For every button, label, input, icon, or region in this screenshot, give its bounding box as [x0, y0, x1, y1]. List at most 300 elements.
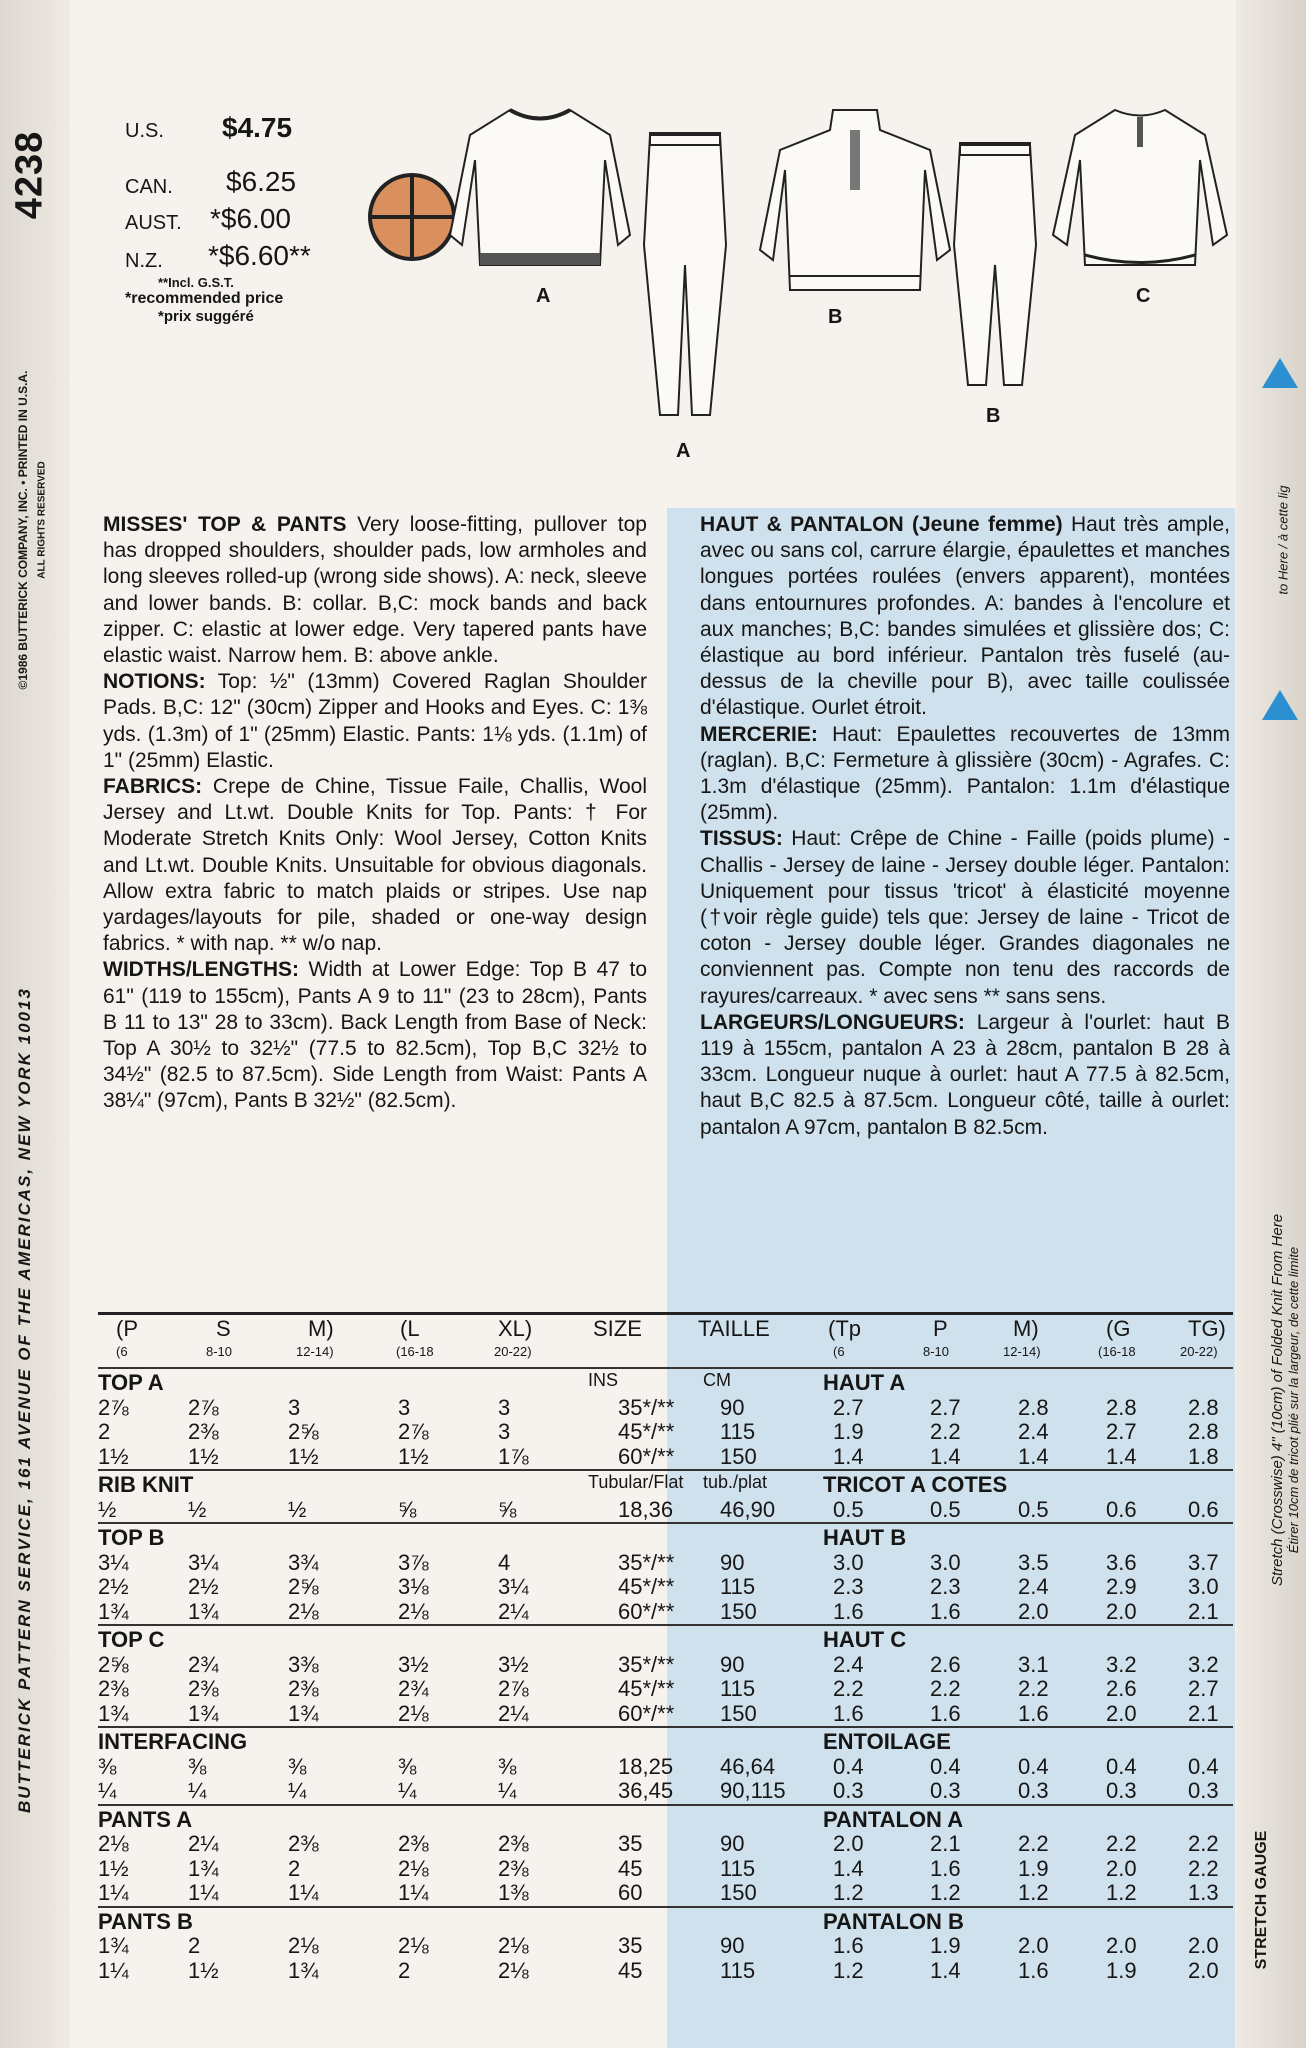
- section-name: RIB KNIT: [98, 1472, 194, 1497]
- cell-meters: 3.0: [1188, 1574, 1219, 1599]
- section-fr-name: ENTOILAGE: [823, 1729, 951, 1754]
- fr-col-p: P: [933, 1316, 948, 1341]
- cell-meters: 1.4: [1018, 1443, 1049, 1469]
- cell-meters: 1.6: [833, 1700, 864, 1726]
- cell-meters: 2.0: [1188, 1933, 1219, 1958]
- cell-width-cm: 150: [720, 1443, 757, 1469]
- cell-yards: 2⅛: [498, 1957, 529, 1983]
- cell-meters: 2.0: [1106, 1700, 1137, 1726]
- cell-width-cm: 90: [720, 1831, 745, 1856]
- cell-meters: 1.3: [1188, 1880, 1219, 1905]
- fr-col-tg: TG): [1188, 1316, 1226, 1341]
- cell-width-ins: 18,36: [618, 1496, 674, 1522]
- cell-meters: 2.8: [1018, 1394, 1049, 1420]
- cell-meters: 2.0: [1106, 1598, 1137, 1624]
- size-label: SIZE: [593, 1316, 642, 1341]
- cell-meters: 2.7: [930, 1394, 961, 1420]
- cell-meters: 1.9: [833, 1419, 864, 1444]
- mercerie-label: MERCERIE:: [700, 722, 818, 746]
- cell-meters: 0.5: [833, 1496, 864, 1522]
- cell-width-cm: 90: [720, 1394, 745, 1420]
- english-title: MISSES' TOP & PANTS: [103, 513, 347, 536]
- cell-yards: ¼: [498, 1778, 517, 1803]
- cell-meters: 3.7: [1188, 1549, 1219, 1575]
- cell-yards: 3¼: [98, 1549, 129, 1575]
- section-header-row: [98, 1807, 1233, 1832]
- table-row: [98, 1574, 1233, 1599]
- label-top-b: B: [828, 306, 843, 328]
- size-sub-m: 12-14): [296, 1344, 334, 1359]
- cell-yards: 1¾: [188, 1855, 219, 1881]
- cell-yards: 2⅜: [498, 1831, 529, 1856]
- cell-meters: 0.3: [1106, 1778, 1137, 1803]
- fr-sub-tp: (6: [833, 1344, 845, 1359]
- section-header-row: [98, 1472, 1233, 1497]
- cell-width-cm: 115: [720, 1574, 756, 1599]
- gauge-instructions: [1269, 1050, 1301, 1750]
- cell-yards: 1¾: [188, 1700, 219, 1726]
- cell-yards: 1½: [288, 1443, 319, 1469]
- cell-meters: 1.9: [1018, 1855, 1049, 1881]
- price-value-can: $6.25: [226, 166, 297, 197]
- cell-yards: 2⅞: [188, 1394, 219, 1420]
- section-header-row: [98, 1729, 1233, 1754]
- section-header-row: [98, 1525, 1233, 1550]
- cell-meters: 0.3: [833, 1778, 864, 1803]
- cell-yards: 3½: [398, 1651, 429, 1677]
- size-col-l: (L: [400, 1316, 420, 1341]
- section-divider-line: [98, 1367, 1233, 1369]
- cell-yards: 1¼: [288, 1880, 319, 1905]
- cell-yards: 1⅜: [498, 1880, 529, 1905]
- cell-meters: 2.2: [1018, 1676, 1049, 1701]
- cell-meters: 2.0: [1018, 1598, 1049, 1624]
- cell-meters: 1.4: [1106, 1443, 1137, 1469]
- table-row: [98, 1754, 1233, 1779]
- fabrics-label: FABRICS:: [103, 775, 203, 799]
- section-header-row: [98, 1370, 1233, 1395]
- cell-meters: 2.0: [1188, 1957, 1219, 1983]
- cell-yards: 2: [98, 1419, 111, 1444]
- size-col-m: M): [308, 1316, 334, 1341]
- table-row: [98, 1958, 1233, 1983]
- cell-yards: 1¼: [98, 1957, 129, 1983]
- cell-yards: 1½: [98, 1443, 129, 1469]
- cell-width-cm: 115: [720, 1957, 756, 1983]
- cell-yards: 2¼: [188, 1831, 219, 1856]
- english-description-text: Very loose-fitting, pullover top has dropped shoulders, shoulder pads, low armholes and long sleeves rolled-up (wrong side shows). A: neck, sleeve and lower bands. B: collar. B,C: mock bands and back zipper. C: elastic at lower edge. Very tapered pants have elastic waist. Narrow hem. B: above ankle.: [103, 513, 647, 668]
- section-fr-name: HAUT A: [823, 1370, 906, 1395]
- spine-address: BUTTERICK PATTERN SERVICE, 161 AVENUE OF THE AMERICAS, NEW YORK 10013: [15, 987, 34, 1813]
- section-fr-name: HAUT B: [823, 1525, 907, 1550]
- cell-meters: 2.9: [1106, 1574, 1137, 1599]
- section-name: TOP B: [98, 1525, 165, 1550]
- cell-yards: 3¼: [498, 1574, 529, 1599]
- fabrics-text: Crepe de Chine, Tissue Faile, Challis, Wool Jersey and Lt.wt. Double Knits for Top. Pants: † For Moderate Stretch Knits Only: Wool Jersey, Cotton Knits and Lt.wt. Double Knits. Unsuitable for obvious diagonals. Allow extra fabric to match plaids or stripes. Use nap yardages/layouts for pile, shaded or one-way design fabrics. * with nap. ** w/o nap.: [103, 775, 647, 956]
- cell-yards: ⅜: [188, 1753, 207, 1779]
- cell-width-ins: 45*/**: [618, 1676, 675, 1701]
- cell-meters: 1.2: [833, 1957, 864, 1983]
- table-row: [98, 1856, 1233, 1881]
- cell-width-ins: 45: [618, 1957, 643, 1983]
- cell-meters: 2.2: [930, 1676, 961, 1701]
- cell-width-cm: 90: [720, 1933, 745, 1958]
- cell-yards: 3: [398, 1394, 411, 1420]
- section-name: INTERFACING: [98, 1729, 248, 1754]
- label-pants-a: A: [676, 440, 691, 462]
- cell-meters: 1.2: [1018, 1880, 1049, 1905]
- widths-text: Width at Lower Edge: Top B 47 to 61" (119 to 155cm), Pants A 9 to 11" (23 to 28cm), Pants B 11 to 13" 28 to 33cm). Back Length from Base of Neck: Top A 30½ to 32½" (77.5 to 82.5cm), Top B,C 32½ to 34½" (82.5 to 87.5cm). Side Length from Waist: Pants A 38¼" (97cm), Pants B 32½" (82.5cm).: [103, 958, 648, 1113]
- cell-yards: 2⅜: [288, 1676, 319, 1701]
- fr-sub-g: (16-18: [1098, 1344, 1136, 1359]
- cell-yards: 2½: [98, 1574, 129, 1599]
- cell-yards: 3: [498, 1419, 511, 1444]
- cell-yards: 2⅜: [98, 1676, 129, 1701]
- cell-yards: ⅜: [288, 1753, 307, 1779]
- gauge-arrow-mid-icon: [1262, 690, 1298, 720]
- cell-meters: 0.3: [1188, 1778, 1219, 1803]
- cell-yards: ⅜: [498, 1753, 517, 1779]
- gauge-text-fr: Étirer 10cm de tricot plié sur la largeur, de cette limite: [1286, 1246, 1301, 1554]
- cell-meters: 1.2: [930, 1880, 961, 1905]
- cell-yards: 3⅛: [398, 1574, 429, 1599]
- table-row: [98, 1933, 1233, 1958]
- cell-yards: ½: [188, 1496, 207, 1522]
- cell-yards: 1½: [398, 1443, 429, 1469]
- price-value-aust: *$6.00: [210, 203, 291, 234]
- label-top-c: C: [1136, 285, 1151, 307]
- cell-width-cm: 90,115: [720, 1778, 786, 1803]
- table-row: [98, 1444, 1233, 1469]
- cell-yards: ¼: [398, 1778, 417, 1803]
- section-fr-name: HAUT C: [823, 1627, 907, 1652]
- price-note-recommended: *recommended price: [125, 290, 284, 307]
- french-description-text: Haut très ample, avec ou sans col, carrure élargie, épaulettes et manches longues portées roulées (envers apparent), montées dans entournures profondes. A: bandes à l'encolure et aux manches; B,C: bandes simulées et glissière dos; C: élastique au bord inférieur. Pantalon très fuselé (au-dessus de la cheville pour B), avec taille coulissée d'élastique. Ourlet étroit.: [700, 513, 1230, 720]
- cell-yards: 2¾: [188, 1651, 219, 1677]
- cell-yards: 4: [498, 1549, 511, 1575]
- cell-width-cm: 150: [720, 1880, 757, 1905]
- cell-width-ins: 35: [618, 1831, 643, 1856]
- cell-width-ins: 18,25: [618, 1753, 674, 1779]
- price-label-aust: AUST.: [125, 212, 182, 234]
- cell-meters: 3.1: [1018, 1651, 1049, 1677]
- cell-meters: 1.6: [930, 1700, 961, 1726]
- cell-meters: 2.7: [833, 1394, 864, 1420]
- cell-yards: 3½: [498, 1651, 529, 1677]
- cell-yards: 2¾: [398, 1676, 429, 1701]
- cell-meters: 2.4: [833, 1651, 864, 1677]
- section-name: PANTS A: [98, 1806, 193, 1832]
- cell-yards: 1¾: [288, 1957, 319, 1983]
- cell-yards: ⅝: [498, 1496, 517, 1522]
- cell-yards: 1¼: [188, 1880, 219, 1905]
- cell-yards: 1¾: [98, 1700, 129, 1726]
- widths-label: WIDTHS/LENGTHS:: [103, 958, 299, 982]
- cell-yards: ½: [98, 1496, 117, 1522]
- cell-meters: 2.4: [1018, 1574, 1049, 1599]
- yardage-table: [98, 1316, 1233, 1982]
- section-divider-line: [98, 1804, 1233, 1806]
- cell-meters: 0.4: [930, 1753, 961, 1779]
- fr-col-tp: (Tp: [828, 1316, 861, 1341]
- cell-meters: 2.0: [1018, 1933, 1049, 1958]
- cell-meters: 2.4: [1018, 1419, 1049, 1444]
- cell-yards: ⅜: [398, 1753, 417, 1779]
- size-header-row: [98, 1316, 1233, 1344]
- cell-yards: 1½: [98, 1855, 129, 1881]
- price-value-us: $4.75: [222, 112, 293, 143]
- cell-yards: ⅝: [398, 1496, 417, 1522]
- price-label-us: U.S.: [125, 120, 164, 142]
- cell-meters: 2.3: [833, 1574, 864, 1599]
- cell-meters: 1.9: [930, 1933, 961, 1958]
- cell-yards: 3: [498, 1394, 511, 1420]
- cell-yards: ⅜: [98, 1753, 117, 1779]
- label-pants-b: B: [986, 405, 1001, 427]
- cell-width-cm: 90: [720, 1549, 745, 1575]
- cell-meters: 2.1: [1188, 1598, 1219, 1624]
- cell-yards: 2⅛: [398, 1933, 429, 1958]
- section-divider-line: [98, 1469, 1233, 1471]
- cell-width-cm: 90: [720, 1651, 745, 1677]
- cell-meters: 0.6: [1106, 1496, 1137, 1522]
- cell-yards: 3¾: [288, 1549, 319, 1575]
- top-b-sketch: [755, 100, 955, 300]
- cell-meters: 2.6: [1106, 1676, 1137, 1701]
- cell-width-cm: 150: [720, 1598, 757, 1624]
- tissus-text: Haut: Crêpe de Chine - Faille (poids plume) - Challis - Jersey de laine - Jersey double léger. Pantalon: Uniquement pour tissus 'tricot' à élasticité moyenne (†voir règle guide) tels que: Jersey de laine - Tricot de coton - Jersey double léger. Grandes diagonales ne conviennent pas. Compte non tenu des raccords de rayures/carreaux. * avec sens ** sans sens.: [700, 827, 1230, 1008]
- cell-width-ins: 45*/**: [618, 1419, 675, 1444]
- table-row: [98, 1599, 1233, 1624]
- cell-meters: 2.8: [1188, 1394, 1219, 1420]
- cell-meters: 2.8: [1106, 1394, 1137, 1420]
- gauge-to-here-fr: à cette lig: [1275, 485, 1291, 542]
- cell-width-ins: 60*/**: [618, 1443, 675, 1469]
- section-fr-name: TRICOT A COTES: [823, 1472, 1008, 1497]
- cell-width-ins: 35*/**: [618, 1651, 675, 1677]
- table-row: [98, 1550, 1233, 1575]
- cell-yards: 2⅞: [98, 1394, 129, 1420]
- spine-copyright: ©1986 BUTTERICK COMPANY, INC. • PRINTED IN U.S.A.: [16, 370, 30, 690]
- notions-label: NOTIONS:: [103, 670, 206, 694]
- cell-yards: 2⅛: [398, 1700, 429, 1726]
- table-row: [98, 1831, 1233, 1856]
- cell-meters: 2.0: [1106, 1933, 1137, 1958]
- cell-yards: 1¾: [288, 1700, 319, 1726]
- section-cm-header: tub./plat: [703, 1472, 768, 1492]
- fr-sub-p: 8-10: [923, 1344, 950, 1359]
- cell-yards: 1½: [188, 1443, 219, 1469]
- section-ins-header: INS: [588, 1370, 619, 1390]
- gauge-to-here-en: to Here: [1275, 551, 1291, 595]
- cell-yards: 2⅜: [288, 1831, 319, 1856]
- size-col-s: S: [216, 1316, 231, 1341]
- table-row: [98, 1419, 1233, 1444]
- cell-meters: 1.9: [1106, 1957, 1137, 1983]
- cell-yards: 2⅝: [288, 1574, 319, 1599]
- cell-width-cm: 46,64: [720, 1753, 776, 1779]
- cell-width-ins: 60: [618, 1880, 643, 1905]
- pattern-number: 4238: [8, 130, 51, 220]
- section-name: PANTS B: [98, 1908, 193, 1934]
- cell-yards: 2¼: [498, 1598, 529, 1624]
- size-sub-p: (6: [116, 1344, 128, 1359]
- cell-yards: 2½: [188, 1574, 219, 1599]
- cell-yards: 2¼: [498, 1700, 529, 1726]
- cell-meters: 0.4: [833, 1753, 864, 1779]
- cell-yards: 1¾: [188, 1598, 219, 1624]
- cell-yards: 2: [398, 1957, 411, 1983]
- cell-meters: 0.6: [1188, 1496, 1219, 1522]
- cell-yards: 2⅛: [398, 1855, 429, 1881]
- cell-yards: ¼: [288, 1778, 307, 1803]
- table-row: [98, 1497, 1233, 1522]
- price-value-nz: *$6.60**: [208, 240, 311, 271]
- cell-yards: 1½: [188, 1957, 219, 1983]
- english-description: [103, 512, 647, 1115]
- cell-yards: 1¾: [98, 1598, 129, 1624]
- cell-meters: 2.0: [833, 1831, 864, 1856]
- cell-meters: 3.5: [1018, 1549, 1049, 1575]
- section-divider-line: [98, 1522, 1233, 1524]
- cell-yards: 3⅞: [398, 1549, 429, 1575]
- section-cm-header: CM: [703, 1370, 731, 1390]
- pants-b-sketch: [950, 135, 1040, 395]
- cell-meters: 1.2: [1106, 1880, 1137, 1905]
- fr-col-m: M): [1013, 1316, 1039, 1341]
- cell-meters: 2.8: [1188, 1419, 1219, 1444]
- size-col-xl: XL): [498, 1316, 533, 1341]
- top-a-sketch: [440, 95, 640, 270]
- cell-width-ins: 36,45: [618, 1778, 674, 1803]
- section-divider-line: [98, 1906, 1233, 1908]
- size-sub-s: 8-10: [206, 1344, 233, 1359]
- table-row: [98, 1676, 1233, 1701]
- cell-width-ins: 60*/**: [618, 1700, 675, 1726]
- cell-width-ins: 35: [618, 1933, 643, 1958]
- cell-yards: 1⅞: [498, 1443, 529, 1469]
- top-c-sketch: [1045, 95, 1235, 280]
- section-name: TOP A: [98, 1370, 164, 1395]
- cell-meters: 1.6: [833, 1933, 864, 1958]
- cell-meters: 0.4: [1018, 1753, 1049, 1779]
- cell-meters: 0.3: [930, 1778, 961, 1803]
- table-row: [98, 1652, 1233, 1677]
- cell-meters: 2.1: [930, 1831, 961, 1856]
- cell-yards: 2: [288, 1855, 301, 1881]
- cell-meters: 2.2: [1018, 1831, 1049, 1856]
- table-body: [98, 1366, 1233, 1982]
- cell-width-cm: 46,90: [720, 1496, 776, 1522]
- cell-meters: 1.6: [1018, 1700, 1049, 1726]
- cell-meters: 3.0: [833, 1549, 864, 1575]
- size-sub-xl: 20-22): [494, 1344, 532, 1359]
- gauge-text-en: Stretch (Crosswise) 4" (10cm) of Folded Knit From Here: [1269, 1213, 1286, 1587]
- cell-width-ins: 60*/**: [618, 1598, 675, 1624]
- cell-meters: 2.7: [1106, 1419, 1137, 1444]
- fr-sub-tg: 20-22): [1180, 1344, 1218, 1359]
- largeurs-label: LARGEURS/LONGUEURS:: [700, 1010, 965, 1034]
- tissus-label: TISSUS:: [700, 827, 783, 851]
- cell-width-cm: 115: [720, 1676, 756, 1701]
- cell-meters: 3.6: [1106, 1549, 1137, 1575]
- cell-meters: 2.3: [930, 1574, 961, 1599]
- label-top-a: A: [536, 285, 551, 307]
- cell-yards: 2: [188, 1933, 201, 1958]
- cell-yards: 2⅛: [288, 1933, 319, 1958]
- cell-yards: 2⅛: [398, 1598, 429, 1624]
- cell-yards: 3: [288, 1394, 301, 1420]
- cell-meters: 0.5: [1018, 1496, 1049, 1522]
- cell-yards: 2⅜: [398, 1831, 429, 1856]
- table-divider: [98, 1312, 1233, 1315]
- gauge-arrow-top-icon: [1262, 358, 1298, 388]
- cell-yards: 2⅞: [398, 1419, 429, 1444]
- section-ins-header: Tubular/Flat: [588, 1472, 684, 1492]
- cell-width-cm: 150: [720, 1700, 757, 1726]
- cell-meters: 0.3: [1018, 1778, 1049, 1803]
- cell-meters: 2.2: [833, 1676, 864, 1701]
- cell-yards: 2⅛: [288, 1598, 319, 1624]
- cell-meters: 1.6: [833, 1598, 864, 1624]
- notions-text: Top: ½" (13mm) Covered Raglan Shoulder Pads. B,C: 12" (30cm) Zipper and Hooks and Eyes. C: 1⅜ yds. (1.3m) of 1" (25mm) Elastic. Pants: 1⅛ yds. (1.1m) of 1" (25mm) Elastic.: [103, 670, 647, 772]
- cell-width-ins: 45*/**: [618, 1574, 675, 1599]
- section-header-row: [98, 1909, 1233, 1934]
- cell-meters: 2.2: [1106, 1831, 1137, 1856]
- cell-width-cm: 115: [720, 1855, 756, 1881]
- price-label-nz: N.Z.: [125, 250, 163, 272]
- cell-meters: 3.0: [930, 1549, 961, 1575]
- cell-meters: 2.1: [1188, 1700, 1219, 1726]
- cell-meters: 2.2: [1188, 1831, 1219, 1856]
- cell-yards: 2⅜: [188, 1419, 219, 1444]
- cell-yards: 2⅝: [288, 1419, 319, 1444]
- table-row: [98, 1395, 1233, 1420]
- section-name: TOP C: [98, 1627, 165, 1652]
- cell-yards: 1¼: [398, 1880, 429, 1905]
- cell-yards: 3⅜: [288, 1651, 319, 1677]
- table-row: [98, 1880, 1233, 1905]
- cell-meters: 3.2: [1106, 1651, 1137, 1677]
- section-divider-line: [98, 1726, 1233, 1728]
- cell-meters: 3.2: [1188, 1651, 1219, 1677]
- cell-yards: ¼: [188, 1778, 207, 1803]
- section-header-row: [98, 1627, 1233, 1652]
- cell-yards: 2⅞: [498, 1676, 529, 1701]
- cell-meters: 2.2: [1188, 1855, 1219, 1881]
- cell-width-ins: 35*/**: [618, 1549, 675, 1575]
- cell-width-cm: 115: [720, 1419, 756, 1444]
- cell-yards: 1¼: [98, 1880, 129, 1905]
- price-note-gst: **Incl. G.S.T.: [158, 275, 234, 290]
- cell-yards: 2⅝: [98, 1651, 129, 1677]
- size-col-p: (P: [116, 1316, 138, 1341]
- cell-width-ins: 45: [618, 1855, 643, 1881]
- cell-width-ins: 35*/**: [618, 1394, 675, 1420]
- cell-yards: 2⅜: [188, 1676, 219, 1701]
- cell-meters: 1.6: [930, 1855, 961, 1881]
- cell-yards: 2⅛: [98, 1831, 129, 1856]
- fr-col-g: (G: [1106, 1316, 1131, 1341]
- pants-a-sketch: [640, 125, 730, 425]
- section-divider-line: [98, 1624, 1233, 1626]
- gauge-to-here: to Here / à cette lig: [1275, 485, 1291, 595]
- cell-yards: 2⅛: [498, 1933, 529, 1958]
- cell-meters: 2.7: [1188, 1676, 1219, 1701]
- spine-rights: ALL RIGHTS RESERVED: [36, 461, 48, 579]
- table-row: [98, 1701, 1233, 1726]
- price-note-suggere: *prix suggéré: [158, 308, 254, 325]
